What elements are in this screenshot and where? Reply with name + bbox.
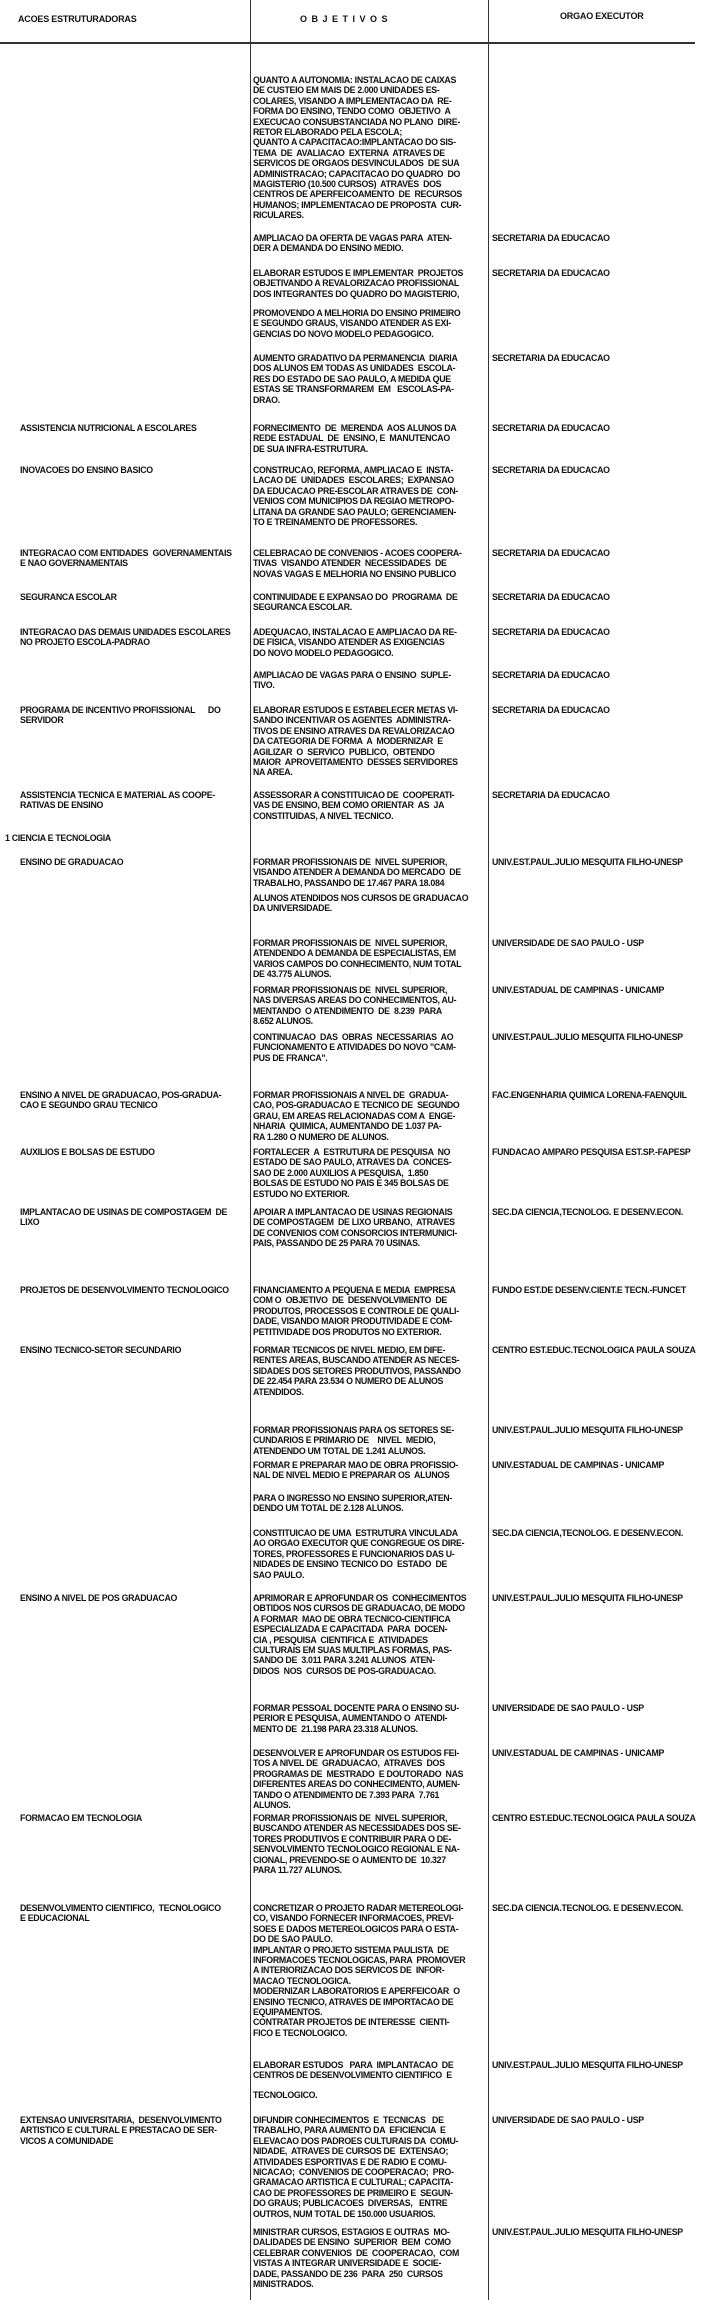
objetivo: APRIMORAR E APROFUNDAR OS CONHECIMENTOS OBTIDOS NOS CURSOS DE GRADUACAO, DE MODO A FORMAR MAO DE OBRA TECNICO-CIENTIFICA ESPECIALIZADA E CAPACITADA PARA DOCEN- CIA , PESQUISA CIENTIFICA E ATIVIDADES CULTURAIS EM SUAS MULTIPLAS FORMAS, PAS- SANDO DE 3.011 PARA 3.241 ALUNOS ATEN- DIDOS NOS CURSOS DE POS-GRADUACAO. — [253, 1593, 467, 1676]
objetivo: FORMAR PESSOAL DOCENTE PARA O ENSINO SU- PERIOR E PESQUISA, AUMENTANDO O ATENDI- MENTO DE 21.198 PARA 23.318 ALUNOS. — [253, 1703, 459, 1734]
acao-estruturadora: INOVACOES DO ENSINO BASICO — [20, 465, 153, 475]
column-divider-right — [488, 0, 489, 2300]
orgao-executor: UNIV.EST.PAUL.JULIO MESQUITA FILHO-UNESP — [492, 2227, 683, 2237]
orgao-executor: FUNDO EST.DE DESENV.CIENT.E TECN.-FUNCET — [492, 1285, 686, 1295]
acao-estruturadora: PROJETOS DE DESENVOLVIMENTO TECNOLOGICO — [20, 1285, 229, 1295]
objetivo: FORTALECER A ESTRUTURA DE PESQUISA NO ESTADO DE SAO PAULO, ATRAVES DA CONCES- SAO DE 2.000 AUXILIOS A PESQUISA, 1.850 BOLSAS DE ESTUDO NO PAIS E 345 BOLSAS DE ESTUDO NO EXTERIOR. — [253, 1147, 452, 1199]
acao-estruturadora: ENSINO A NIVEL DE POS GRADUACAO — [20, 1593, 178, 1603]
objetivo: FORNECIMENTO DE MERENDA AOS ALUNOS DA REDE ESTADUAL DE ENSINO, E MANUTENCAO DE SUA INFRA-ESTRUTURA. — [253, 423, 457, 454]
orgao-executor: SECRETARIA DA EDUCACAO — [492, 353, 610, 363]
orgao-executor: SECRETARIA DA EDUCACAO — [492, 705, 610, 715]
column-divider-left — [250, 0, 251, 2300]
objetivo: ADEQUACAO, INSTALACAO E AMPLIACAO DA RE- DE FISICA, VISANDO ATENDER AS EXIGENCIAS DO NOVO MODELO PEDAGOGICO. — [253, 627, 457, 658]
objetivo: ELABORAR ESTUDOS E ESTABELECER METAS VI- SANDO INCENTIVAR OS AGENTES ADMINISTRA- TIVOS DE ENSINO ATRAVES DA REVALORIZACAO DA CATEGORIA DE FORMA A MODERNIZAR E AGILIZAR O SERVICO PUBLICO, OBTENDO MAIOR APROVEITAMENTO DESSES SERVIDORES NA AREA. — [253, 705, 458, 778]
orgao-executor: CENTRO EST.EDUC.TECNOLOGICA PAULA SOUZA — [492, 1813, 696, 1823]
orgao-executor: UNIVERSIDADE DE SAO PAULO - USP — [492, 1703, 644, 1713]
header-acoes-estruturadoras: ACOES ESTRUTURADORAS — [18, 14, 137, 24]
orgao-executor: SECRETARIA DA EDUCACAO — [492, 423, 610, 433]
objetivo: ELABORAR ESTUDOS PARA IMPLANTACAO DE CENTROS DE DESENVOLVIMENTO CIENTIFICO E — [253, 2060, 454, 2081]
acao-estruturadora: DESENVOLVIMENTO CIENTIFICO, TECNOLOGICO E EDUCACIONAL — [20, 1903, 221, 1924]
orgao-executor: UNIV.EST.PAUL.JULIO MESQUITA FILHO-UNESP — [492, 2060, 683, 2070]
acao-estruturadora: PROGRAMA DE INCENTIVO PROFISSIONAL DO SERVIDOR — [20, 705, 221, 726]
orgao-executor: SEC.DA CIENCIA,TECNOLOG. E DESENV.ECON. — [492, 1528, 683, 1538]
objetivo: DESENVOLVER E APROFUNDAR OS ESTUDOS FEI- TOS A NIVEL DE GRADUACAO, ATRAVES DOS PROGRAMAS DE MESTRADO E DOUTORADO NAS DIFERENTES AREAS DO CONHECIMENTO, AUMEN- TANDO O ATENDIMENTO DE 7.393 PARA 7.761 ALUNOS. — [253, 1748, 464, 1811]
orgao-executor: SECRETARIA DA EDUCACAO — [492, 790, 610, 800]
header-orgao-executor: ORGAO EXECUTOR — [560, 11, 644, 21]
objetivo: CONTINUIDADE E EXPANSAO DO PROGRAMA DE SEGURANCA ESCOLAR. — [253, 592, 458, 613]
orgao-executor: SECRETARIA DA EDUCACAO — [492, 627, 610, 637]
objetivo: AMPLIACAO DE VAGAS PARA O ENSINO SUPLE- TIVO. — [253, 670, 451, 691]
section-heading: 1 CIENCIA E TECNOLOGIA — [5, 833, 111, 843]
objetivo: CONSTRUCAO, REFORMA, AMPLIACAO E INSTA- LACAO DE UNIDADES ESCOLARES; EXPANSAO DA EDUCACAO PRE-ESCOLAR ATRAVES DE CON- VENIOS COM MUNICIPIOS DA REGIAO METROPO- LITANA DA GRANDE SAO PAULO; GERENCIAMEN- TO E TREINAMENTO DE PROFESSORES. — [253, 465, 458, 528]
orgao-executor: UNIV.EST.PAUL.JULIO MESQUITA FILHO-UNESP — [492, 1032, 683, 1042]
orgao-executor: UNIVERSIDADE DE SAO PAULO - USP — [492, 2115, 644, 2125]
objetivo: FORMAR PROFISSIONAIS DE NIVEL SUPERIOR, ATENDENDO A DEMANDA DE ESPECIALISTAS, EM VARIOS CAMPOS DO CONHECIMENTO, NUM TOTAL DE 43.775 ALUNOS. — [253, 938, 462, 980]
orgao-executor: SEC.DA CIENCIA.TECNOLOG. E DESENV.ECON. — [492, 1903, 683, 1913]
orgao-executor: CENTRO EST.EDUC.TECNOLOGICA PAULA SOUZA — [492, 1345, 696, 1355]
objetivo: QUANTO A AUTONOMIA: INSTALACAO DE CAIXAS DE CUSTEIO EM MAIS DE 2.000 UNIDADES ES- COLARES, VISANDO A IMPLEMENTACAO DA RE- FORMA DO ENSINO, TENDO COMO OBJETIVO A EXECUCAO CONSUBSTANCIADA NO PLANO DIRE- RETOR ELABORADO PELA ESCOLA; QUANTO A CAPACITACAO:IMPLANTACAO DO SIS- TEMA DE AVALIACAO EXTERNA ATRAVES DE SERVICOS DE ORGAOS DESVINCULADOS DE SUA ADMINISTRACAO; CAPACITACAO DO QUADRO DO MAGISTERIO (10.500 CURSOS) ATRAVES DOS CENTROS DE APERFEICOAMENTO DE RECURSOS HUMANOS; IMPLEMENTACAO DE PROPOSTA CUR- RICULARES. — [253, 75, 462, 221]
orgao-executor: SECRETARIA DA EDUCACAO — [492, 670, 610, 680]
objetivo: FORMAR PROFISSIONAIS DE NIVEL SUPERIOR, NAS DIVERSAS AREAS DO CONHECIMENTOS, AU- MENTANDO O ATENDIMENTO DE 8.239 PARA 8.652 ALUNOS. — [253, 985, 457, 1027]
header-rule — [0, 42, 695, 44]
objetivo: CELEBRACAO DE CONVENIOS - ACOES COOPERA- TIVAS VISANDO ATENDER NECESSIDADES DE NOVAS VAGAS E MELHORIA NO ENSINO PUBLICO — [253, 548, 462, 579]
objetivo: APOIAR A IMPLANTACAO DE USINAS REGIONAIS DE COMPOSTAGEM DE LIXO URBANO, ATRAVES DE CONVENIOS COM CONSORCIOS INTERMUNICI- PAIS, PASSANDO DE 25 PARA 70 USINAS. — [253, 1207, 458, 1249]
acao-estruturadora: INTEGRACAO COM ENTIDADES GOVERNAMENTAIS E NAO GOVERNAMENTAIS — [20, 548, 232, 569]
acao-estruturadora: IMPLANTACAO DE USINAS DE COMPOSTAGEM DE LIXO — [20, 1207, 228, 1228]
objetivo: FORMAR PROFISSIONAIS PARA OS SETORES SE- CUNDARIOS E PRIMARIO DE NIVEL MEDIO, ATENDENDO UM TOTAL DE 1.241 ALUNOS. — [253, 1425, 454, 1456]
objetivo: FORMAR TECNICOS DE NIVEL MEDIO, EM DIFE- RENTES AREAS, BUSCANDO ATENDER AS NECES- SIDADES DOS SETORES PRODUTIVOS, PASSANDO DE 22.454 PARA 23.534 O NUMERO DE ALUNOS ATENDIDOS. — [253, 1345, 461, 1397]
objetivo: FINANCIAMENTO A PEQUENA E MEDIA EMPRESA COM O OBJETIVO DE DESENVOLVIMENTO DE PRODUTOS, PROCESSOS E CONTROLE DE QUALI- DADE, VISANDO MAIOR PRODUTIVIDADE E COM- PETITIVIDADE DOS PRODUTOS NO EXTERIOR. — [253, 1285, 459, 1337]
acao-estruturadora: ASSISTENCIA NUTRICIONAL A ESCOLARES — [20, 423, 197, 433]
objetivo: MINISTRAR CURSOS, ESTAGIOS E OUTRAS MO- DALIDADES DE ENSINO SUPERIOR BEM COMO CELEBRAR CONVENIOS DE COOPERACAO, COM VISTAS A INTEGRAR UNIVERSIDADE E SOCIE- DADE, PASSANDO DE 236 PARA 250 CURSOS MINISTRADOS. — [253, 2227, 459, 2290]
objetivo: PARA O INGRESSO NO ENSINO SUPERIOR,ATEN- DENDO UM TOTAL DE 2.128 ALUNOS. — [253, 1493, 452, 1514]
objetivo: AUMENTO GRADATIVO DA PERMANENCIA DIARIA DOS ALUNOS EM TODAS AS UNIDADES ESCOLA- RES DO ESTADO DE SAO PAULO, A MEDIDA QUE ESTAS SE TRANSFORMAREM EM ESCOLAS-PA- DRAO. — [253, 353, 458, 405]
orgao-executor: SECRETARIA DA EDUCACAO — [492, 465, 610, 475]
objetivo: ASSESSORAR A CONSTITUICAO DE COOPERATI- VAS DE ENSINO, BEM COMO ORIENTAR AS JA CONSTITUIDAS, A NIVEL TECNICO. — [253, 790, 455, 821]
header-objetivos: O B J E T I V O S — [300, 14, 389, 24]
objetivo: DIFUNDIR CONHECIMENTOS E TECNICAS DE TRABALHO, PARA AUMENTO DA EFICIENCIA E ELEVACAO DOS PADROES CULTURAIS DA COMU- NIDADE, ATRAVES DE CURSOS DE EXTENSAO; ATIVIDADES ESPORTIVAS E DE RADIO E COMU- NICACAO; CONVENIOS DE COOPERACAO; PRO- GRAMACAO ARTISTICA E CULTURAL; CAPACITA- CAO DE PROFESSORES DE PRIMEIRO E SEGUN- DO GRAUS; PUBLICACOES DIVERSAS, ENTRE OUTROS, NUM TOTAL DE 150.000 USUARIOS. — [253, 2115, 459, 2219]
orgao-executor: FUNDACAO AMPARO PESQUISA EST.SP.-FAPESP — [492, 1147, 691, 1157]
orgao-executor: UNIV.ESTADUAL DE CAMPINAS - UNICAMP — [492, 985, 665, 995]
orgao-executor: UNIV.EST.PAUL.JULIO MESQUITA FILHO-UNESP — [492, 1425, 683, 1435]
objetivo: PROMOVENDO A MELHORIA DO ENSINO PRIMEIRO E SEGUNDO GRAUS, VISANDO ATENDER AS EXI- GENCIAS DO NOVO MODELO PEDAGOGICO. — [253, 308, 461, 339]
objetivo: FORMAR E PREPARAR MAO DE OBRA PROFISSIO- NAL DE NIVEL MEDIO E PREPARAR OS ALUNOS — [253, 1460, 458, 1481]
acao-estruturadora: ENSINO A NIVEL DE GRADUACAO, POS-GRADUA- CAO E SEGUNDO GRAU TECNICO — [20, 1090, 222, 1111]
objetivo: CONCRETIZAR O PROJETO RADAR METEREOLOGI- CO, VISANDO FORNECER INFORMACOES, PREVI- SOES E DADOS METEREOLOGICOS PARA O ESTA- DO DE SAO PAULO. IMPLANTAR O PROJETO SISTEMA PAULISTA DE INFORMACOES TECNOLOGICAS, PARA PROMOVER A INTERIORIZACAO DOS SERVICOS DE INFOR- MACAO TECNOLOGICA. MODERNIZAR LABORATORIOS E APERFEICOAR O ENSINO TECNICO, ATRAVES DE IMPORTACAO DE EQUIPAMENTOS. CONTRATAR PROJETOS DE INTERESSE CIENTI- FICO E TECNOLOGICO. — [253, 1903, 466, 2038]
orgao-executor: UNIV.ESTADUAL DE CAMPINAS - UNICAMP — [492, 1460, 665, 1470]
objetivo: ALUNOS ATENDIDOS NOS CURSOS DE GRADUACAO DA UNIVERSIDADE. — [253, 893, 469, 914]
objetivo: FORMAR PROFISSIONAIS DE NIVEL SUPERIOR, VISANDO ATENDER A DEMANDA DO MERCADO DE TRABALHO, PASSANDO DE 17.467 PARA 18.084 — [253, 857, 461, 888]
acao-estruturadora: SEGURANCA ESCOLAR — [20, 592, 117, 602]
acao-estruturadora: EXTENSAO UNIVERSITARIA, DESENVOLVIMENTO ARTISTICO E CULTURAL E PRESTACAO DE SER- VICOS A COMUNIDADE — [20, 2115, 222, 2146]
orgao-executor: UNIVERSIDADE DE SAO PAULO - USP — [492, 938, 644, 948]
acao-estruturadora: AUXILIOS E BOLSAS DE ESTUDO — [20, 1147, 155, 1157]
acao-estruturadora: ENSINO DE GRADUACAO — [20, 857, 124, 867]
orgao-executor: UNIV.EST.PAUL.JULIO MESQUITA FILHO-UNESP — [492, 857, 683, 867]
objetivo: ELABORAR ESTUDOS E IMPLEMENTAR PROJETOS OBJETIVANDO A REVALORIZACAO PROFISSIONAL DOS INTEGRANTES DO QUADRO DO MAGISTERIO, — [253, 268, 464, 299]
orgao-executor: SECRETARIA DA EDUCACAO — [492, 592, 610, 602]
orgao-executor: UNIV.ESTADUAL DE CAMPINAS - UNICAMP — [492, 1748, 665, 1758]
acao-estruturadora: FORMACAO EM TECNOLOGIA — [20, 1813, 142, 1823]
acao-estruturadora: ENSINO TECNICO-SETOR SECUNDARIO — [20, 1345, 182, 1355]
orgao-executor: SECRETARIA DA EDUCACAO — [492, 548, 610, 558]
orgao-executor: SECRETARIA DA EDUCACAO — [492, 233, 610, 243]
orgao-executor: FAC.ENGENHARIA QUIMICA LORENA-FAENQUIL — [492, 1090, 687, 1100]
objetivo: FORMAR PROFISSIONAIS DE NIVEL SUPERIOR, BUSCANDO ATENDER AS NECESSIDADES DOS SE- TORES PRODUTIVOS E CONTRIBUIR PARA O DE- SENVOLVIMENTO TECNOLOGICO REGIONAL E NA- CIONAL, PREVENDO-SE O AUMENTO DE 10.327 PARA 11.727 ALUNOS. — [253, 1813, 461, 1876]
objetivo: FORMAR PROFISSIONAIS A NIVEL DE GRADUA- CAO, POS-GRADUACAO E TECNICO DE SEGUNDO GRAU, EM AREAS RELACIONADAS COM A ENGE- NHARIA QUIMICA, AUMENTANDO DE 1.037 PA- RA 1.280 O NUMERO DE ALUNOS. — [253, 1090, 460, 1142]
orgao-executor: SEC.DA CIENCIA,TECNOLOG. E DESENV.ECON. — [492, 1207, 683, 1217]
acao-estruturadora: ASSISTENCIA TECNICA E MATERIAL AS COOPE- RATIVAS DE ENSINO — [20, 790, 215, 811]
objetivo: AMPLIACAO DA OFERTA DE VAGAS PARA ATEN- DER A DEMANDA DO ENSINO MEDIO. — [253, 233, 452, 254]
acao-estruturadora: INTEGRACAO DAS DEMAIS UNIDADES ESCOLARES NO PROJETO ESCOLA-PADRAO — [20, 627, 231, 648]
objetivo: TECNOLOGICO. — [253, 2090, 318, 2100]
objetivo: CONTINUACAO DAS OBRAS NECESSARIAS AO FUNCIONAMENTO E ATIVIDADES DO NOVO "CAM- PUS DE FRANCA". — [253, 1032, 456, 1063]
orgao-executor: SECRETARIA DA EDUCACAO — [492, 268, 610, 278]
orgao-executor: UNIV.EST.PAUL.JULIO MESQUITA FILHO-UNESP — [492, 1593, 683, 1603]
objetivo: CONSTITUICAO DE UMA ESTRUTURA VINCULADA AO ORGAO EXECUTOR QUE CONGREGUE OS DIRE- TORES, PROFESSORES E FUNCIONARIOS DAS U- NIDADES DE ENSINO TECNICO DO ESTADO DE SAO PAULO. — [253, 1528, 465, 1580]
